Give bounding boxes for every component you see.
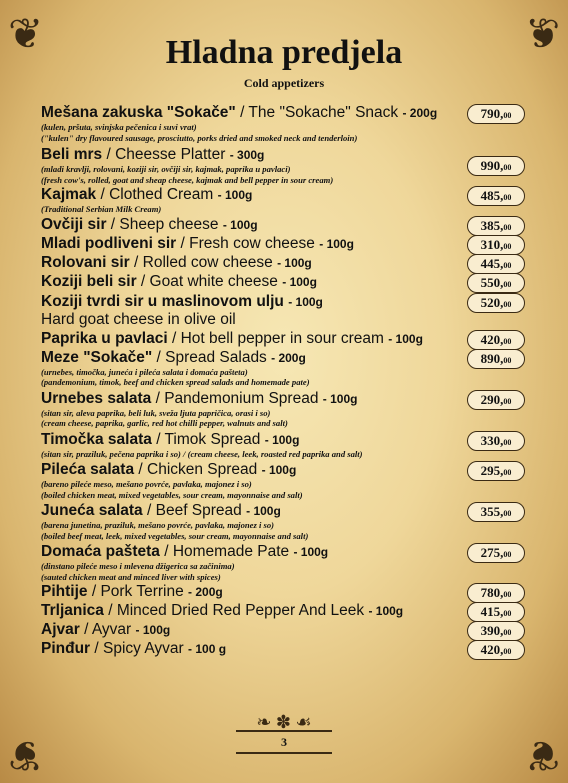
menu-item-name — [41, 390, 531, 408]
price-cents: 00 — [503, 590, 512, 599]
menu-item — [41, 104, 531, 143]
menu-item-english-name: / Spread Salads — [156, 348, 267, 366]
menu-item-weight: - 100g — [264, 432, 300, 447]
menu-item-weight: - 100g — [319, 236, 354, 251]
price-badge — [467, 330, 525, 350]
menu-item — [41, 293, 531, 329]
menu-item-serbian-name: Mešana zakuska "Sokače" — [41, 104, 236, 121]
menu-item-name — [41, 254, 531, 272]
menu-item-weight: - 100g — [222, 217, 258, 232]
price-cents: 00 — [503, 396, 512, 406]
corner-ornament-icon: ❦ — [524, 12, 560, 58]
price-badge — [467, 273, 525, 293]
menu-item-description: (sauted chicken meat and minced liver with spices) — [41, 571, 221, 582]
menu-item-serbian-name: Koziji tvrdi sir u maslinovom ulju — [41, 292, 284, 310]
price-badge — [467, 186, 525, 206]
menu-item-weight: - 100g — [135, 623, 171, 637]
page-subtitle: Cold appetizers — [243, 76, 325, 90]
corner-ornament-icon: ❦ — [524, 731, 560, 777]
menu-item — [41, 602, 531, 620]
menu-item-weight: - 100g — [261, 463, 297, 477]
price-cents: 00 — [503, 550, 512, 559]
price-badge — [467, 583, 525, 603]
menu-item-serbian-name: Urnebes salata — [41, 389, 152, 407]
menu-item-english-name: / Rolled cow cheese — [134, 253, 273, 271]
menu-item-weight: - 100g — [277, 255, 312, 270]
menu-item-english-name: Hard goat cheese in olive oil — [41, 310, 236, 328]
menu-item-name — [41, 104, 531, 122]
menu-item — [41, 583, 531, 601]
menu-item — [41, 273, 531, 291]
menu-item-english-name: / Pandemonium Spread — [155, 389, 319, 407]
menu-item-name — [41, 235, 531, 253]
menu-item-english-name: / Spicy Ayvar — [94, 640, 184, 657]
menu-item-english-name: / Fresh cow cheese — [180, 234, 315, 252]
menu-item — [41, 349, 531, 388]
menu-item-english-name: / Timok Spread — [156, 430, 261, 448]
menu-item-description: (boiled beef meat, leek, mixed vegetables, sour cream, mayonnaise and salt) — [41, 530, 309, 541]
price-cents: 00 — [503, 355, 512, 365]
menu-item-description: (urnebes, timočka, juneća i pileća salata i domaća pašteta) — [41, 366, 248, 377]
menu-item-english-name: / Goat white cheese — [140, 272, 278, 290]
menu-item-name — [41, 146, 531, 164]
menu-item-serbian-name: Pihtije — [41, 583, 88, 600]
menu-item-serbian-name: Pinđur — [41, 640, 91, 657]
price-value: 520, — [480, 294, 504, 310]
price-value: 890, — [480, 350, 504, 366]
menu-item-weight: - 100g — [388, 331, 423, 346]
price-badge — [467, 502, 525, 522]
price-badge — [467, 156, 525, 176]
menu-item-name — [41, 273, 531, 291]
menu-item — [41, 621, 531, 639]
price-cents: 00 — [503, 222, 512, 232]
menu-item-description: (barena junetina, praziluk, mešano povrće, pavlaka, majonez i so) — [41, 520, 274, 530]
price-value: 275, — [480, 545, 504, 560]
menu-item — [41, 254, 531, 272]
menu-item-serbian-name: Ovčiji sir — [41, 215, 107, 233]
menu-item-serbian-name: Rolovani sir — [41, 253, 130, 271]
price-value: 295, — [480, 463, 504, 478]
menu-item-weight: - 100 g — [188, 642, 227, 656]
price-value: 385, — [480, 217, 504, 233]
menu-item-name — [41, 640, 531, 658]
menu-item-english-name: / Homemade Pate — [164, 543, 290, 560]
menu-item-english-name: / Hot bell pepper in sour cream — [171, 329, 384, 347]
price-cents: 00 — [503, 609, 512, 618]
price-value: 355, — [480, 504, 504, 519]
menu-item-english-name: / Chicken Spread — [138, 461, 258, 478]
menu-item-serbian-name: Trljanica — [41, 602, 104, 619]
menu-item — [41, 186, 531, 215]
menu-item-weight: - 100g — [288, 294, 323, 309]
menu-item — [41, 461, 531, 500]
menu-item-description: ("kulen" dry flavoured sausage, prosciutto, porks dried and smoked neck and tenderloin) — [41, 132, 358, 143]
menu-item-weight: - 100g — [368, 604, 404, 618]
price-value: 485, — [480, 188, 504, 203]
menu-item — [41, 431, 531, 460]
menu-item-description: (sitan sir, aleva paprika, beli luk, sveža ljuta papričica, orasi i so) — [41, 407, 271, 418]
menu-item-name — [41, 502, 531, 520]
menu-item — [41, 502, 531, 541]
menu-item-description: (bareno pileće meso, mešano povrće, pavlaka, majonez i so) — [41, 479, 252, 489]
menu-item-weight: - 300g — [229, 148, 265, 162]
menu-item-description: (Traditional Serbian Milk Cream) — [41, 204, 162, 214]
price-value: 445, — [480, 255, 504, 271]
menu-item — [41, 146, 531, 185]
price-cents: 00 — [503, 437, 512, 447]
price-badge — [467, 621, 525, 641]
price-badge — [467, 235, 525, 255]
price-badge — [467, 254, 525, 274]
menu-item-english-name: / Clothed Cream — [100, 186, 214, 203]
price-value: 790, — [480, 106, 504, 121]
menu-item-serbian-name: Mladi podliveni sir — [41, 234, 177, 252]
menu-item-description: (kulen, pršuta, svinjska pečenica i suvi vrat) — [41, 122, 197, 132]
menu-item-name — [41, 461, 531, 479]
menu-item-english-name: / The "Sokache" Snack — [240, 104, 399, 121]
price-badge — [467, 543, 525, 563]
menu-item-english-name: / Ayvar — [84, 621, 132, 638]
price-badge — [467, 602, 525, 622]
menu-item-name — [41, 583, 531, 601]
price-cents: 00 — [503, 468, 512, 477]
price-value: 990, — [480, 158, 504, 173]
price-badge — [467, 349, 525, 369]
menu-item-weight: - 200g — [271, 350, 306, 365]
price-value: 330, — [480, 432, 504, 448]
menu-list — [41, 104, 531, 658]
menu-item-serbian-name: Beli mrs — [41, 146, 103, 163]
price-cents: 00 — [503, 509, 512, 518]
menu-item-description: (mladi kravlji, rolovani, koziji sir, ovčiji sir, kajmak, paprika u pavlaci) — [41, 164, 291, 174]
menu-item — [41, 216, 531, 234]
price-badge — [467, 461, 525, 481]
menu-item-name — [41, 349, 531, 367]
price-value: 415, — [480, 604, 504, 619]
menu-item-name — [41, 602, 531, 620]
corner-ornament-icon: ❦ — [8, 12, 44, 58]
flourish-ornament-icon: ❧ ✽ ☙ — [256, 712, 312, 732]
menu-item-english-name: / Cheesse Platter — [106, 146, 226, 163]
menu-item-name — [41, 621, 531, 639]
menu-item-weight: - 100g — [293, 545, 329, 559]
price-value: 780, — [480, 585, 504, 600]
menu-item — [41, 390, 531, 429]
menu-item-name — [41, 293, 531, 311]
menu-item-serbian-name: Timočka salata — [41, 430, 152, 448]
price-value: 550, — [480, 274, 504, 290]
price-badge — [467, 293, 525, 313]
menu-item-english-name: / Minced Dried Red Pepper And Leek — [108, 602, 365, 619]
price-value: 290, — [480, 391, 504, 407]
menu-item-name — [41, 431, 531, 449]
menu-item-name — [41, 330, 531, 348]
price-cents: 00 — [503, 336, 512, 346]
menu-item-english-name: / Beef Spread — [147, 502, 242, 519]
menu-item — [41, 330, 531, 348]
price-value: 390, — [480, 623, 504, 638]
price-value: 420, — [480, 331, 504, 347]
menu-item-description: (boiled chicken meat, mixed vegetables, sour cream, mayonnaise and salt) — [41, 489, 303, 500]
price-badge — [467, 431, 525, 451]
menu-item-description: (pandemonium, timok, beef and chicken spread salads and homemade pate) — [41, 377, 310, 387]
menu-item-serbian-name: Pileća salata — [41, 461, 135, 478]
menu-item-serbian-name: Juneća salata — [41, 502, 143, 519]
price-badge — [467, 390, 525, 410]
price-value: 310, — [480, 236, 504, 252]
menu-item — [41, 640, 531, 658]
corner-ornament-icon: ❦ — [8, 731, 44, 777]
price-cents: 00 — [503, 193, 512, 202]
menu-item-description: (dinstano pileće meso i mlevena džigerica sa začinima) — [41, 561, 235, 571]
menu-item-english-name: / Sheep cheese — [110, 215, 219, 233]
menu-item-weight: - 100g — [246, 504, 281, 518]
price-cents: 00 — [503, 241, 512, 251]
menu-item-serbian-name: Meze "Sokače" — [41, 348, 153, 366]
menu-item-serbian-name: Domaća pašteta — [41, 543, 160, 560]
menu-item-name — [41, 216, 531, 234]
menu-item-weight: - 100g — [322, 391, 358, 406]
price-cents: 00 — [503, 163, 512, 172]
menu-item-description: (fresh cow's, rolled, goat and sheap cheese, kajmak and bell pepper in sour cream) — [41, 174, 334, 185]
price-cents: 00 — [503, 111, 512, 120]
menu-item-weight: - 200g — [402, 106, 438, 120]
menu-item-name — [41, 543, 531, 561]
price-cents: 00 — [503, 260, 512, 270]
price-cents: 00 — [503, 279, 512, 289]
menu-item — [41, 235, 531, 253]
price-cents: 00 — [503, 628, 512, 637]
price-cents: 00 — [503, 299, 512, 309]
menu-item-weight: - 200g — [188, 585, 223, 599]
price-badge — [467, 640, 525, 660]
page-number: 3 — [236, 730, 332, 754]
menu-item — [41, 543, 531, 582]
page-title: Hladna predjela — [165, 34, 403, 71]
menu-item-serbian-name: Paprika u pavlaci — [41, 329, 168, 347]
menu-item-weight: - 100g — [282, 274, 317, 289]
price-badge — [467, 104, 525, 124]
menu-item-name — [41, 186, 531, 204]
menu-item-serbian-name: Kajmak — [41, 186, 97, 203]
menu-item-serbian-name: Ajvar — [41, 621, 80, 638]
price-cents: 00 — [503, 647, 512, 656]
menu-item-serbian-name: Koziji beli sir — [41, 272, 137, 290]
price-value: 420, — [480, 642, 504, 657]
price-badge — [467, 216, 525, 236]
menu-item-weight: - 100g — [217, 188, 253, 202]
menu-item-description: (cream cheese, paprika, garlic, red hot chilli pepper, walnuts and salt) — [41, 418, 288, 428]
menu-item-english-name: / Pork Terrine — [91, 583, 184, 600]
menu-item-description: (sitan sir, praziluk, pečena paprika i so) / (cream cheese, leek, roasted red paprika and salt) — [41, 448, 363, 459]
